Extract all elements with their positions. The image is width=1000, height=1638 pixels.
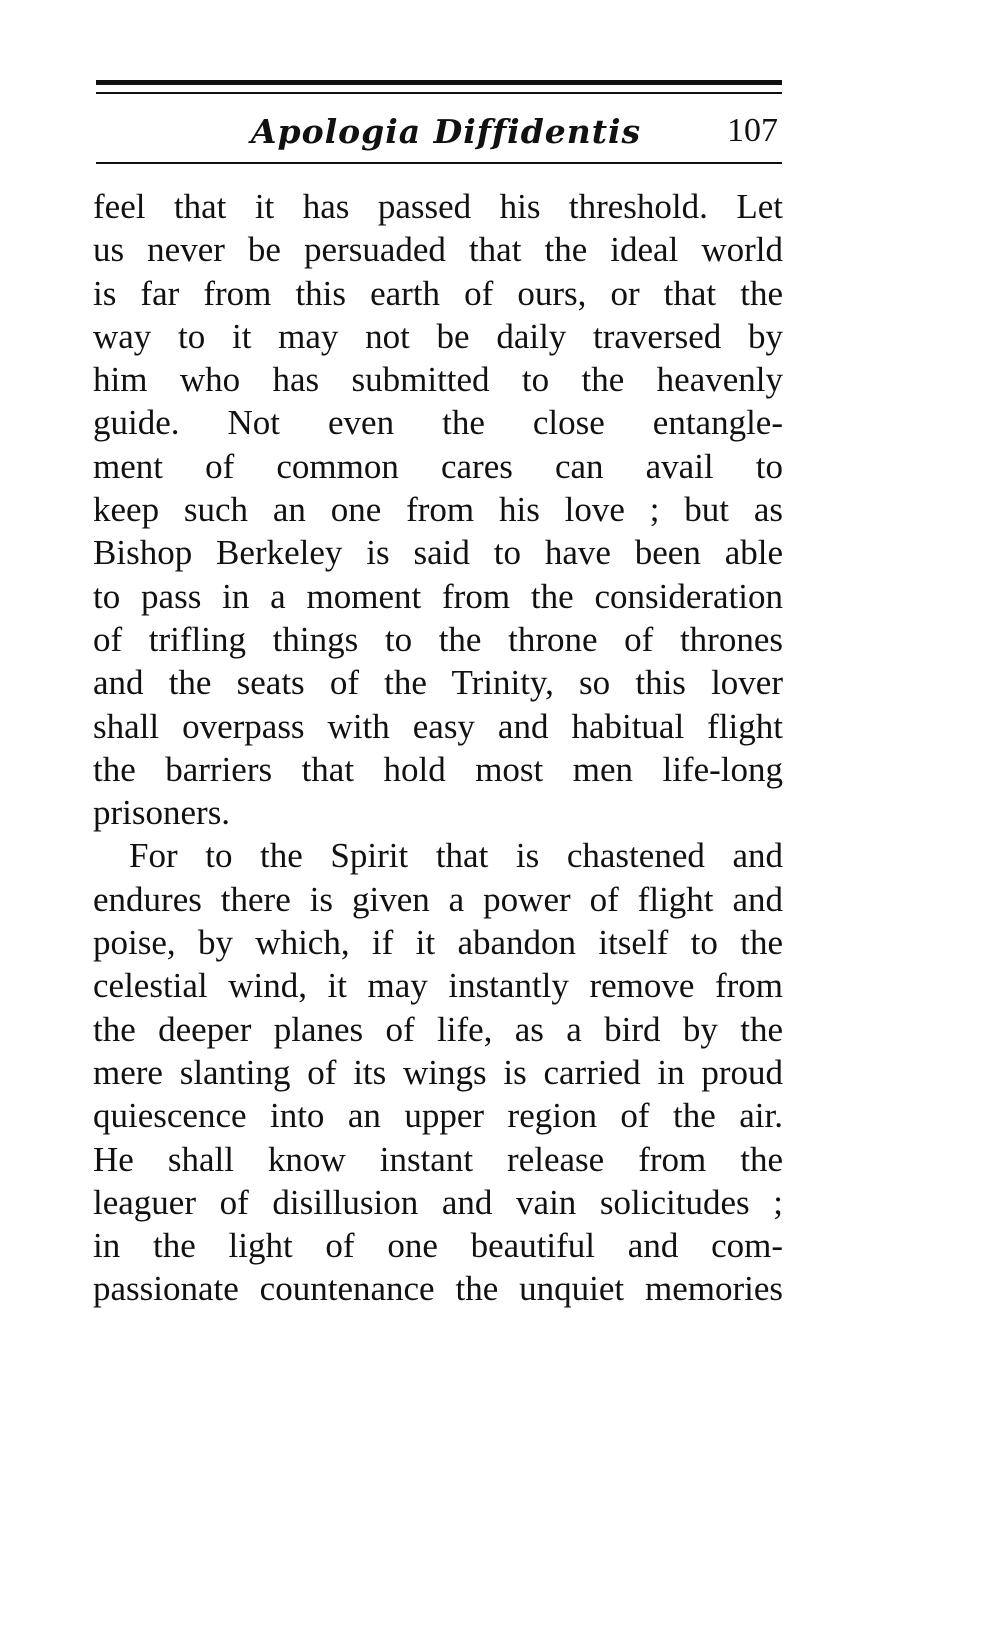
text-line: of trifling things to the throne of thrones	[93, 619, 783, 659]
text-line: poise, by which, if it abandon itself to the	[93, 923, 783, 963]
page-number: 107	[727, 112, 778, 149]
header-rule-thick	[96, 80, 782, 85]
text-line: Bishop Berkeley is said to have been able	[93, 533, 783, 573]
text-line: mere slanting of its wings is carried in proud	[93, 1052, 783, 1092]
text-line: endures there is given a power of flight and	[93, 879, 783, 919]
text-line: quiescence into an upper region of the air.	[93, 1096, 783, 1136]
text-line: him who has submitted to the heavenly	[93, 360, 783, 400]
text-line: He shall know instant release from the	[93, 1139, 783, 1179]
body-text	[93, 185, 783, 1311]
text-line: the barriers that hold most men life-long	[93, 749, 783, 789]
text-line: ment of common cares can avail to	[93, 446, 783, 486]
text-line: way to it may not be daily traversed by	[93, 316, 783, 356]
text-line: in the light of one beautiful and com-	[93, 1226, 783, 1266]
header-rule-thin	[96, 92, 782, 94]
text-line: shall overpass with easy and habitual flight	[93, 706, 783, 746]
text-line: us never be persuaded that the ideal world	[93, 230, 783, 270]
running-head-title: Apologia Diffidentis	[250, 112, 642, 151]
text-line: and the seats of the Trinity, so this lover	[93, 663, 783, 703]
running-head	[96, 104, 782, 160]
text-line: the deeper planes of life, as a bird by the	[93, 1009, 783, 1049]
header-rule-bottom	[96, 162, 782, 164]
text-line: celestial wind, it may instantly remove from	[93, 966, 783, 1006]
paragraph-end-line: prisoners.	[93, 793, 231, 833]
text-line: is far from this earth of ours, or that the	[93, 273, 783, 313]
paragraph-start-line: For to the Spirit that is chastened and	[129, 836, 783, 876]
text-line: guide. Not even the close entangle-	[93, 403, 783, 443]
text-line: keep such an one from his love ; but as	[93, 490, 783, 530]
text-line: to pass in a moment from the consideration	[93, 576, 783, 616]
text-line: passionate countenance the unquiet memories	[93, 1269, 783, 1309]
text-line: feel that it has passed his threshold. Let	[93, 187, 783, 226]
text-line: leaguer of disillusion and vain solicitudes ;	[93, 1182, 783, 1222]
